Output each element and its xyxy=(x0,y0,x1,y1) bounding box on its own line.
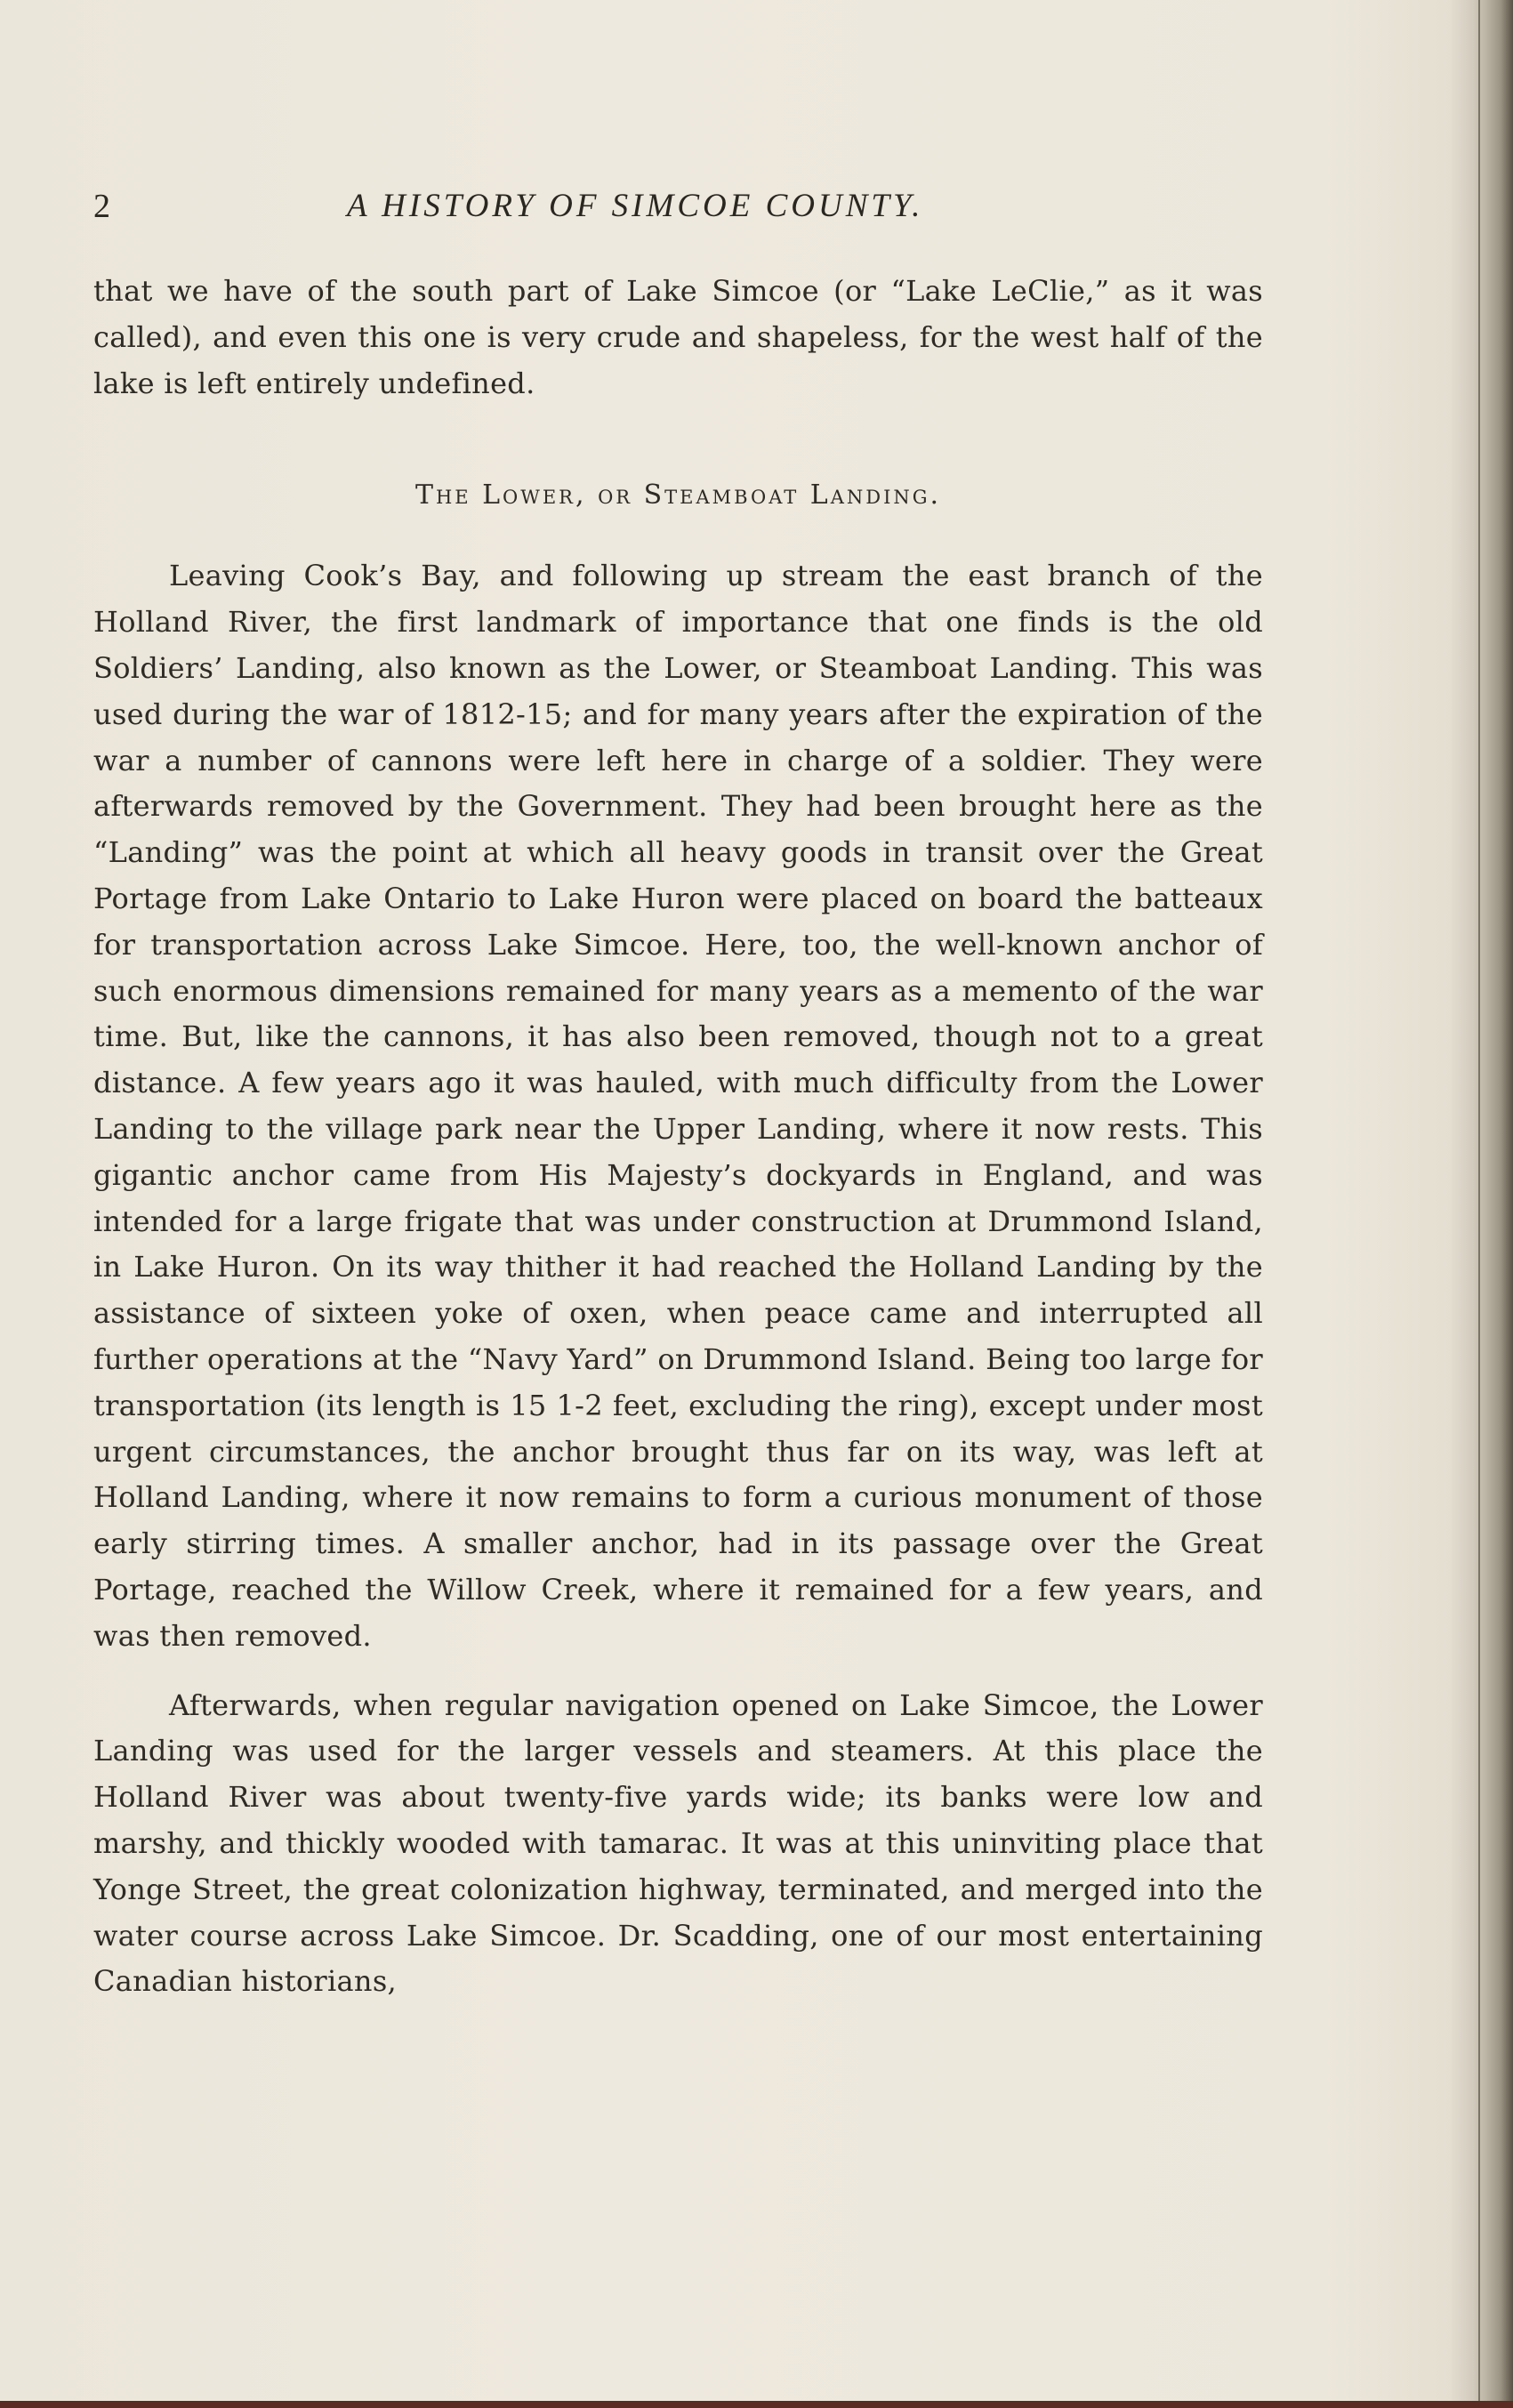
running-head xyxy=(93,187,1263,240)
binding-strip xyxy=(0,2401,1513,2408)
paragraph-soldiers-landing: Leaving Cook’s Bay, and following up stream the east branch of the Holland River, the first landmark of importance that one finds is the old Soldiers’ Landing, also known as the Lower, or Steamboat Landing. This was used during the war of 1812-15; and for many years after the expiration of the war a number of cannons were left here in charge of a soldier. They were afterwards removed by the Government. They had been brought here as the “Landing” was the point at which all heavy goods in transit over the Great Portage from Lake Ontario to Lake Huron were placed on board the batteaux for transportation across Lake Simcoe. Here, too, the well-known anchor of such enormous dimensions remained for many years as a memento of the war time. But, like the cannons, it has also been removed, though not to a great distance. A few years ago it was hauled, with much difficulty from the Lower Landing to the village park near the Upper Landing, where it now rests. This gigantic anchor came from His Majesty’s dockyards in England, and was intended for a large frigate that was under construction at Drummond Island, in Lake Huron. On its way thither it had reached the Holland Landing by the assistance of sixteen yoke of oxen, when peace came and interrupted all further operations at the “Navy Yard” on Drummond Island. Being too large for transportation (its length is 15 1-2 feet, excluding the ring), except under most urgent circumstances, the anchor brought thus far on its way, was left at Holland Landing, where it now remains to form a curious monument of those early stirring times. A smaller anchor, had in its passage over the Great Portage, reached the Willow Creek, where it remained for a few years, and was then removed. xyxy=(93,559,1263,1653)
running-title: A HISTORY OF SIMCOE COUNTY. xyxy=(347,188,924,224)
intro-paragraph: that we have of the south part of Lake Simcoe (or “Lake LeClie,” as it was called), and even this one is very crude and shapeless, for the west half of the lake is left entirely undefined. xyxy=(93,274,1263,400)
paragraph-gap xyxy=(93,1660,1263,1683)
spine-shadow-line xyxy=(1478,0,1480,2408)
book-spine-edge xyxy=(1452,0,1513,2408)
paragraph-navigation: Afterwards, when regular navigation opened on Lake Simcoe, the Lower Landing was used for the larger vessels and steamers. At this place the Holland River was about twenty-five yards wide; its banks were low and marshy, and thickly wooded with tamarac. It was at this uninviting place that Yonge Street, the great colonization highway, terminated, and merged into the water course across Lake Simcoe. Dr. Scadding, one of our most entertaining Canadian historians, xyxy=(93,1687,1263,1999)
section-heading: The Lower, or Steamboat Landing. xyxy=(414,479,942,511)
page-text-block xyxy=(93,187,1263,2005)
page-number: 2 xyxy=(93,188,110,225)
